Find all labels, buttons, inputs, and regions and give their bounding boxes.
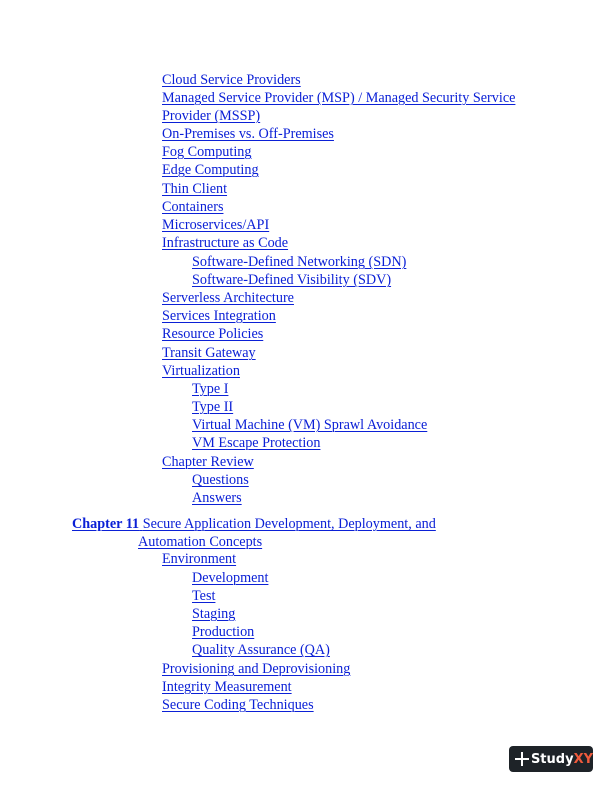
- toc-link-msp-mssp-continued[interactable]: Provider (MSSP): [162, 108, 261, 124]
- chapter-number: Chapter 11: [72, 516, 140, 532]
- toc-link-environment[interactable]: Environment: [162, 551, 237, 567]
- toc-link-microservices-api[interactable]: Microservices/API: [162, 217, 270, 233]
- toc-link-thin-client[interactable]: Thin Client: [162, 181, 228, 197]
- toc-link-provisioning[interactable]: Provisioning and Deprovisioning: [162, 661, 351, 677]
- plus-icon: [515, 752, 525, 766]
- toc-link-containers[interactable]: Containers: [162, 199, 224, 215]
- toc-link-development[interactable]: Development: [192, 570, 269, 586]
- logo-word-study: Study: [530, 751, 574, 767]
- toc-link-edge-computing[interactable]: Edge Computing: [162, 162, 259, 178]
- toc-link-test[interactable]: Test: [192, 588, 216, 604]
- toc-link-vm-escape-protection[interactable]: VM Escape Protection: [192, 435, 321, 451]
- toc-link-staging[interactable]: Staging: [192, 606, 236, 622]
- toc-link-answers[interactable]: Answers: [192, 490, 242, 506]
- chapter-title-line2[interactable]: Automation Concepts: [138, 534, 263, 550]
- studyxy-logo: [509, 746, 593, 772]
- toc-link-resource-policies[interactable]: Resource Policies: [162, 326, 264, 342]
- toc-link-questions[interactable]: Questions: [192, 472, 249, 488]
- chapter-11-heading[interactable]: [72, 515, 436, 533]
- toc-link-production[interactable]: Production: [192, 624, 255, 640]
- toc-link-quality-assurance[interactable]: Quality Assurance (QA): [192, 642, 330, 658]
- logo-word-xy: XY: [573, 751, 593, 767]
- toc-link-cloud-service-providers[interactable]: Cloud Service Providers: [162, 72, 301, 88]
- toc-link-chapter-review[interactable]: Chapter Review: [162, 454, 254, 470]
- toc-link-virtualization[interactable]: Virtualization: [162, 363, 240, 379]
- toc-link-fog-computing[interactable]: Fog Computing: [162, 144, 252, 160]
- toc-link-vm-sprawl-avoidance[interactable]: Virtual Machine (VM) Sprawl Avoidance: [192, 417, 428, 433]
- toc-link-sdn[interactable]: Software-Defined Networking (SDN): [192, 254, 407, 270]
- toc-link-serverless-architecture[interactable]: Serverless Architecture: [162, 290, 294, 306]
- chapter-title-line1: Secure Application Development, Deployment, and: [142, 516, 436, 532]
- toc-link-transit-gateway[interactable]: Transit Gateway: [162, 345, 256, 361]
- toc-link-infrastructure-as-code[interactable]: Infrastructure as Code: [162, 235, 289, 251]
- toc-link-services-integration[interactable]: Services Integration: [162, 308, 276, 324]
- toc-link-secure-coding[interactable]: Secure Coding Techniques: [162, 697, 314, 713]
- toc-link-type-i[interactable]: Type I: [192, 381, 229, 397]
- toc-link-type-ii[interactable]: Type II: [192, 399, 234, 415]
- toc-link-sdv[interactable]: Software-Defined Visibility (SDV): [192, 272, 392, 288]
- toc-link-on-premises[interactable]: On-Premises vs. Off-Premises: [162, 126, 334, 142]
- toc-link-msp-mssp[interactable]: Managed Service Provider (MSP) / Managed Security Service: [162, 90, 516, 106]
- toc-link-integrity-measurement[interactable]: Integrity Measurement: [162, 679, 292, 695]
